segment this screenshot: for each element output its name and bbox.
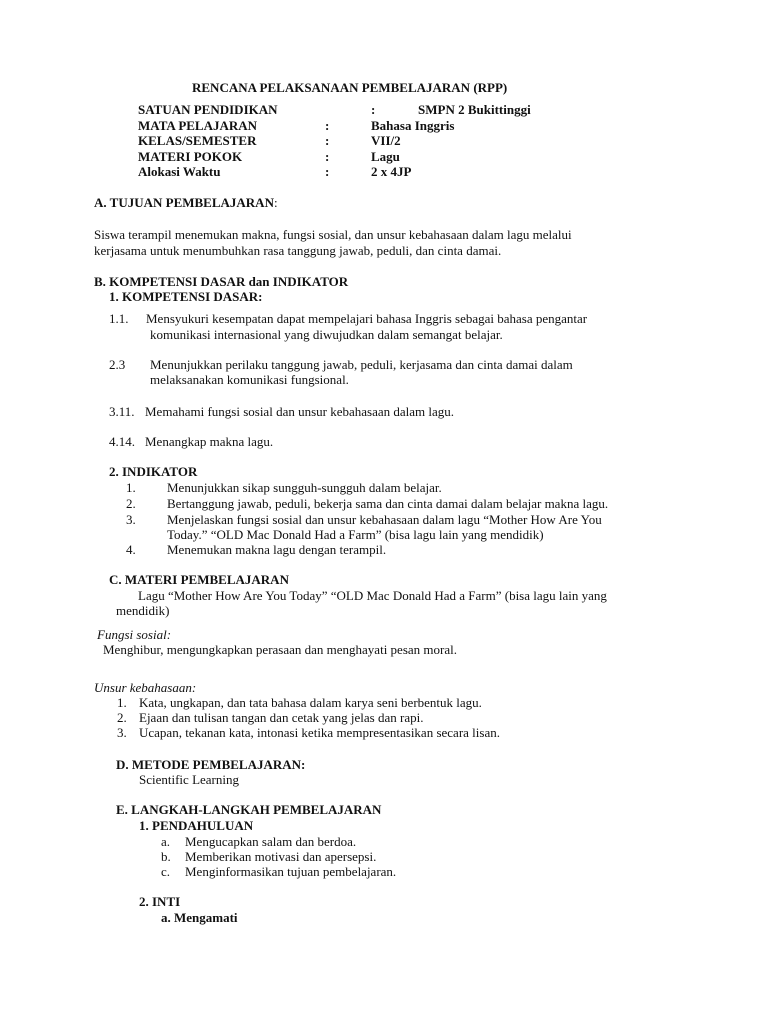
paragraph-line: Lagu “Mother How Are You Today” “OLD Mac Donald Had a Farm” (bisa lagu lain yang: [138, 588, 607, 603]
list-number: 1.1.: [109, 311, 129, 326]
list-item-line: Bertanggung jawab, peduli, bekerja sama dan cinta damai dalam belajar makna lagu.: [167, 496, 609, 511]
list-item-line: Kata, ungkapan, dan tata bahasa dalam karya seni berbentuk lagu.: [139, 695, 482, 710]
page-title: RENCANA PELAKSANAAN PEMBELAJARAN (RPP): [192, 80, 508, 95]
list-number: 1.: [126, 480, 136, 495]
list-item-line: komunikasi internasional yang diwujudkan dalam semangat belajar.: [150, 327, 503, 342]
header-value: SMPN 2 Bukittinggi: [418, 102, 531, 117]
fungsi-sosial-text: Menghibur, mengungkapkan perasaan dan menghayati pesan moral.: [103, 642, 457, 657]
list-number: 2.: [126, 496, 136, 511]
header-value: 2 x 4JP: [371, 164, 412, 179]
paragraph-line: Siswa terampil menemukan makna, fungsi sosial, dan unsur kebahasaan dalam lagu melalui: [94, 227, 572, 242]
list-item-line: melaksanakan komunikasi fungsional.: [150, 372, 349, 387]
list-number: 3.: [126, 512, 136, 527]
paragraph-line: Scientific Learning: [139, 772, 239, 787]
list-item-line: Ucapan, tekanan kata, intonasi ketika mempresentasikan secara lisan.: [139, 725, 500, 740]
list-item-line: Memahami fungsi sosial dan unsur kebahasaan dalam lagu.: [145, 404, 455, 419]
header-label: MATERI POKOK: [138, 149, 243, 164]
header-label: MATA PELAJARAN: [138, 118, 258, 133]
list-item-line: Menangkap makna lagu.: [145, 434, 274, 449]
list-item-line: Today.” “OLD Mac Donald Had a Farm” (bisa lagu lain yang mendidik): [167, 527, 544, 542]
header-colon: :: [325, 118, 330, 133]
list-number: 4.14.: [109, 434, 135, 449]
section-heading-colon: :: [273, 195, 278, 210]
header-colon: :: [325, 133, 330, 148]
section-b-heading: B. KOMPETENSI DASAR dan INDIKATOR: [94, 274, 349, 289]
list-number: b.: [161, 849, 171, 864]
fungsi-sosial-label: Fungsi sosial:: [97, 627, 172, 642]
header-label: SATUAN PENDIDIKAN: [138, 102, 278, 117]
subsection-heading: 1. KOMPETENSI DASAR:: [109, 289, 263, 304]
list-number: 3.11.: [109, 404, 135, 419]
header-colon: :: [371, 102, 376, 117]
list-item-line: Menunjukkan sikap sungguh-sungguh dalam belajar.: [167, 480, 442, 495]
section-a-heading: [94, 195, 278, 210]
section-heading-text: A. TUJUAN PEMBELAJARAN: [94, 195, 274, 210]
list-number: a.: [161, 834, 171, 849]
header-value: Lagu: [371, 149, 400, 164]
list-item-line: Menunjukkan perilaku tanggung jawab, peduli, kerjasama dan cinta damai dalam: [150, 357, 573, 372]
section-e-heading: E. LANGKAH-LANGKAH PEMBELAJARAN: [116, 802, 382, 817]
section-c-heading: C. MATERI PEMBELAJARAN: [109, 572, 289, 587]
list-number: 2.: [117, 710, 127, 725]
list-number: 2.3: [109, 357, 126, 372]
list-item-line: Menginformasikan tujuan pembelajaran.: [185, 864, 397, 879]
paragraph-line: kerjasama untuk menumbuhkan rasa tanggung jawab, peduli, dan cinta damai.: [94, 243, 502, 258]
paragraph-line: mendidik): [116, 603, 170, 618]
header-label: KELAS/SEMESTER: [138, 133, 257, 148]
list-number: 1.: [117, 695, 127, 710]
header-colon: :: [325, 149, 330, 164]
list-number: c.: [161, 864, 171, 879]
section-d-heading: D. METODE PEMBELAJARAN:: [116, 757, 306, 772]
list-item-line: Menemukan makna lagu dengan terampil.: [167, 542, 387, 557]
unsur-kebahasaan-label: Unsur kebahasaan:: [94, 680, 197, 695]
header-label: Alokasi Waktu: [138, 164, 221, 179]
subsection-heading: 2. INDIKATOR: [109, 464, 198, 479]
list-number: 4.: [126, 542, 136, 557]
list-item-line: Mengucapkan salam dan berdoa.: [185, 834, 357, 849]
subsection-heading: a. Mengamati: [161, 910, 238, 925]
header-value: VII/2: [371, 133, 401, 148]
header-value: Bahasa Inggris: [371, 118, 455, 133]
list-item-line: Mensyukuri kesempatan dapat mempelajari bahasa Inggris sebagai bahasa pengantar: [146, 311, 588, 326]
header-colon: :: [325, 164, 330, 179]
subsection-heading: 2. INTI: [139, 894, 181, 909]
list-item-line: Memberikan motivasi dan apersepsi.: [185, 849, 377, 864]
list-item-line: Ejaan dan tulisan tangan dan cetak yang jelas dan rapi.: [139, 710, 424, 725]
list-item-line: Menjelaskan fungsi sosial dan unsur kebahasaan dalam lagu “Mother How Are You: [167, 512, 602, 527]
subsection-heading: 1. PENDAHULUAN: [139, 818, 254, 833]
list-number: 3.: [117, 725, 127, 740]
